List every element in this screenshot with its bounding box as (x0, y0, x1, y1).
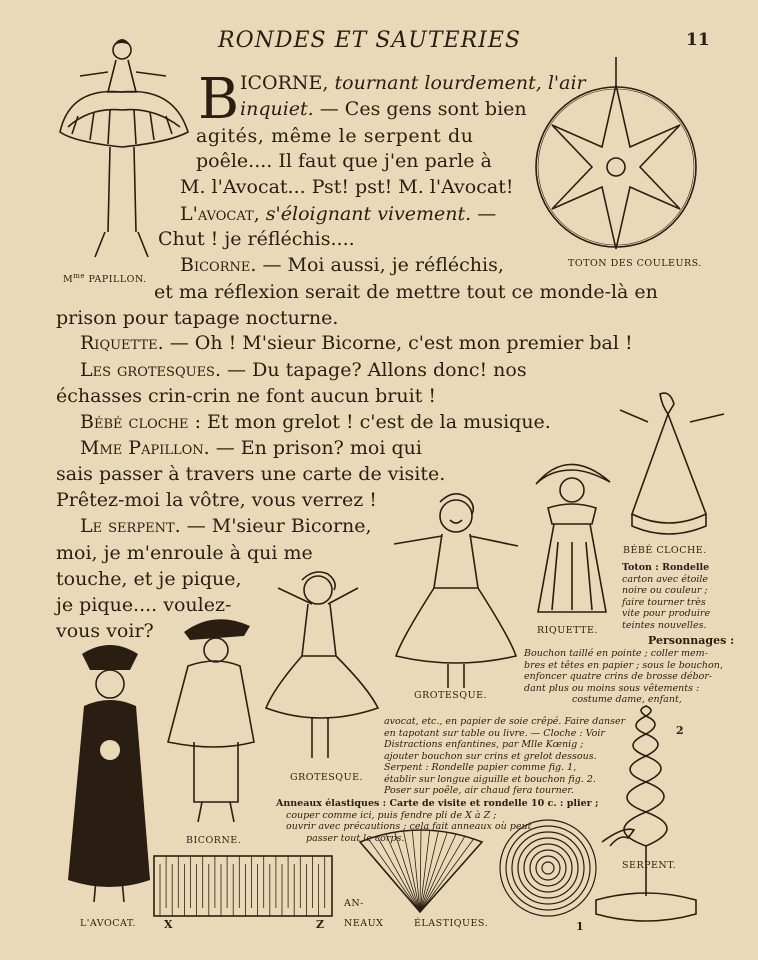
text-run: Les grotesques. (80, 359, 221, 381)
note-line: ouvrir avec précautions ; cela fait anneaux où peut (286, 821, 532, 832)
text-run: : Et mon grelot ! c'est de la musique. (188, 411, 551, 433)
text-run: L'avocat, (180, 203, 260, 225)
note-line: bres et têtes en papier ; sous le bouchon, (524, 659, 723, 671)
label-x: X (164, 918, 174, 931)
caption-bebe-cloche: BÉBÉ CLOCHE. (623, 545, 707, 556)
riquette-illustration (528, 452, 618, 622)
note-line: dant plus ou moins sous vêtements : (524, 682, 700, 694)
text-line: agités, même le serpent du (196, 125, 474, 147)
spiral-illustration (484, 812, 644, 922)
note-toton (622, 562, 710, 631)
caption-papillon-text: PAPILLON. (85, 274, 147, 286)
caption-toton: TOTON DES COULEURS. (568, 258, 702, 269)
caption-anneaux-1: AN- (344, 898, 364, 909)
bicorne-illustration (158, 612, 268, 832)
note-line: avocat, etc., en papier de soie crêpé. Faire danser (384, 716, 626, 727)
text-line: Chut ! je réfléchis.... (158, 228, 355, 250)
text-line (180, 256, 504, 275)
note-line: vite pour produire (622, 608, 711, 619)
note-line: costume dame, enfant, (572, 694, 682, 705)
text-run: — Oh ! M'sieur Bicorne, c'est mon premier bal ! (163, 332, 633, 354)
note-line: enfoncer quatre crins de brosse débor- (524, 671, 713, 682)
text-run: — (471, 203, 497, 225)
caption-avocat: L'AVOCAT. (80, 918, 136, 929)
text-line: je pique.... voulez- (56, 594, 232, 616)
text-line (80, 439, 422, 458)
text-line: et ma réflexion serait de mettre tout ce monde-là en (154, 281, 658, 303)
text-line: vous voir? (56, 620, 154, 642)
grotesque-large-illustration (392, 488, 522, 688)
text-line (80, 334, 633, 353)
text-run: — Du tapage? Allons donc! nos (221, 359, 527, 381)
note-line: passer tout le corps. (306, 832, 405, 844)
note-line: Serpent : Rondelle papier comme fig. 1, (384, 762, 577, 773)
note-line: Anneaux élastiques : Carte de visite et rondelle 10 c. : plier ; (276, 798, 599, 809)
text-line (80, 361, 527, 380)
text-run: Riquette. (80, 332, 164, 354)
text-run: tournant lourdement, l'air (328, 72, 586, 94)
note-line: Bouchon taillé en pointe ; coller mem- (524, 648, 708, 659)
text-line: échasses crin-crin ne font aucun bruit ! (56, 385, 437, 407)
text-line (180, 205, 496, 224)
text-run: Bébé cloche (80, 411, 189, 433)
note-line: carton avec étoile (622, 573, 709, 585)
caption-anneaux-3: ÉLASTIQUES. (414, 918, 489, 929)
caption-grotesque-1: GROTESQUE. (414, 690, 488, 701)
note-personnages-title: Personnages : (648, 634, 735, 647)
text-run: inquiet. (240, 98, 314, 120)
text-line (240, 74, 586, 93)
text-run: Le serpent. (80, 515, 181, 537)
text-run: ICORNE, (240, 72, 329, 94)
page-number: 11 (686, 30, 710, 50)
caption-anneaux-2: NEAUX (344, 918, 384, 929)
text-run: — Ces gens sont bien (313, 98, 527, 120)
caption-papillon (63, 272, 147, 285)
text-line: touche, et je pique, (56, 568, 242, 590)
card-illustration (152, 854, 334, 918)
caption-papillon-m: M (63, 274, 74, 286)
text-run: s'éloignant vivement. (259, 203, 472, 225)
caption-bicorne: BICORNE. (186, 835, 242, 846)
note-line: Distractions enfantines, par Mlle Kœnig ; (384, 739, 584, 750)
text-line: M. l'Avocat... Pst! pst! M. l'Avocat! (180, 176, 514, 198)
note-line: faire tourner très (622, 596, 706, 608)
note-line: ajouter bouchon sur crins et grelot dessous. (384, 750, 597, 762)
text-line: moi, je m'enroule à qui me (56, 542, 313, 564)
caption-serpent: SERPENT. (622, 860, 677, 871)
note-personnages (524, 648, 723, 706)
label-z: Z (316, 918, 325, 931)
bebe-cloche-illustration (618, 392, 728, 542)
running-title: RONDES ET SAUTERIES (218, 28, 521, 53)
caption-papillon-sup: me (73, 272, 86, 280)
text-line: Prêtez-moi la vôtre, vous verrez ! (56, 489, 377, 511)
caption-grotesque-2: GROTESQUE. (290, 772, 364, 783)
grotesque-small-illustration (262, 568, 382, 758)
figure-number-1: 1 (576, 920, 585, 933)
spiral-rings (500, 820, 596, 916)
text-run: Mme Papillon. (80, 437, 210, 459)
text-run: — En prison? moi qui (209, 437, 422, 459)
avocat-illustration (60, 640, 160, 910)
text-run: Bicorne. (180, 254, 257, 276)
text-run: — Moi aussi, je réfléchis, (256, 254, 504, 276)
note-line: Poser sur poêle, air chaud fera tourner. (384, 785, 574, 796)
drop-cap: B (198, 67, 240, 132)
text-line (80, 413, 551, 432)
text-line: prison pour tapage nocturne. (56, 307, 339, 329)
figure-number-2: 2 (676, 724, 685, 737)
note-line: noire ou couleur ; (622, 585, 708, 596)
note-line: teintes nouvelles. (622, 619, 707, 631)
fan-illustration (356, 826, 486, 916)
text-line: sais passer à travers une carte de visite. (56, 463, 446, 485)
text-line (240, 100, 527, 119)
card-slits (160, 856, 325, 916)
text-line (80, 517, 372, 536)
note-line: Toton : Rondelle (622, 562, 710, 573)
text-line: poêle.... Il faut que j'en parle à (196, 150, 492, 172)
note-line: couper comme ici, puis fendre pli de X à Z ; (286, 809, 497, 821)
note-line: en tapotant sur table ou livre. — Cloche : Voir (384, 727, 605, 739)
note-line: établir sur longue aiguille et bouchon fig. 2. (384, 773, 596, 785)
text-run: — M'sieur Bicorne, (180, 515, 372, 537)
caption-riquette: RIQUETTE. (537, 625, 598, 636)
